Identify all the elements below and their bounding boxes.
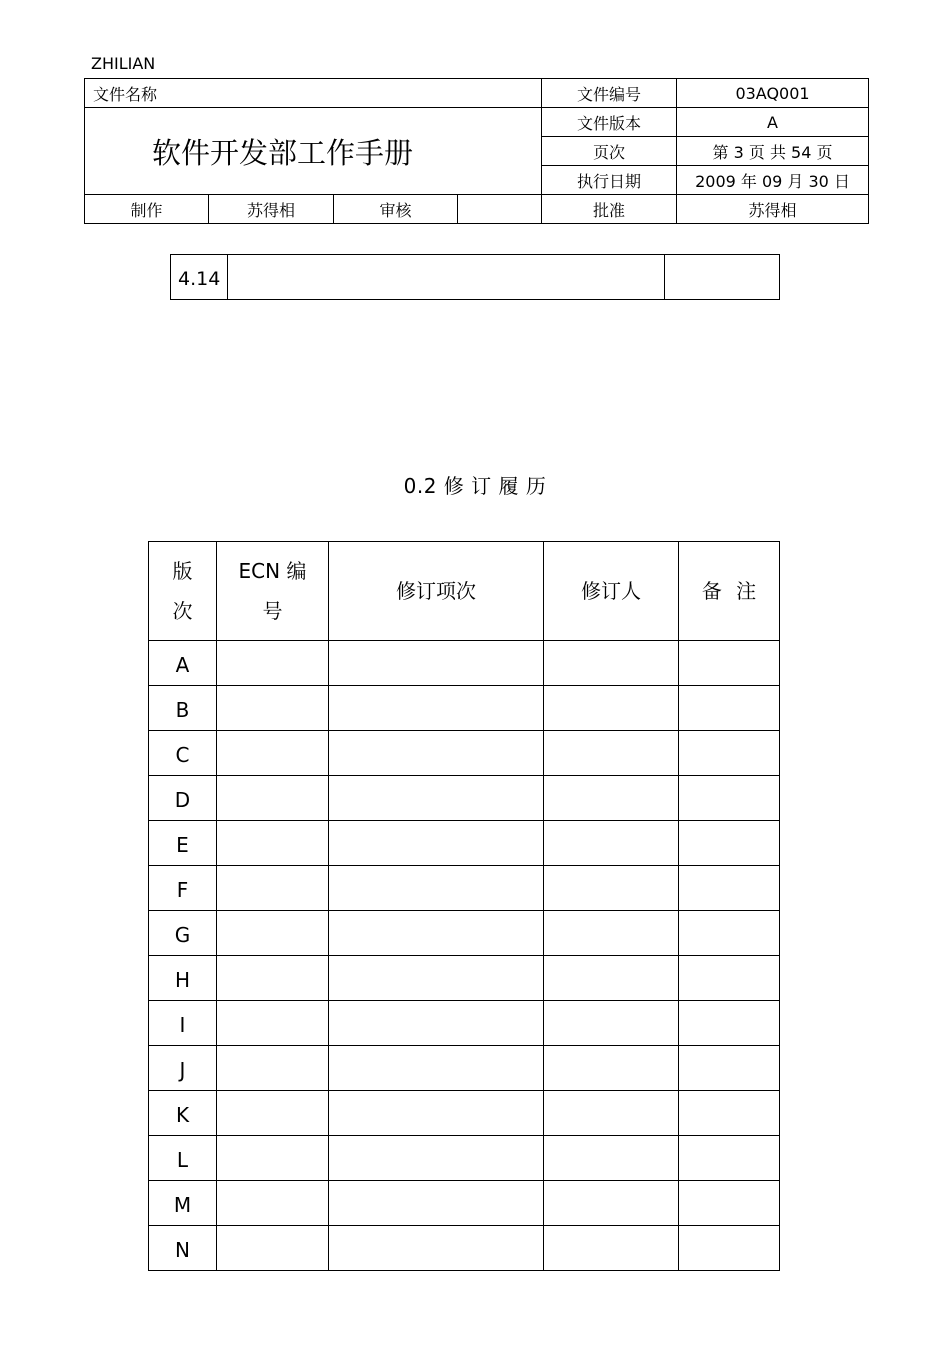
revision-items-cell — [329, 821, 544, 866]
revision-reviser-cell — [544, 866, 679, 911]
revision-version-cell: K — [149, 1091, 217, 1136]
file-name-label: 文件名称 — [85, 79, 542, 108]
version-value: A — [677, 108, 869, 137]
table-row — [149, 821, 780, 866]
revision-items-cell — [329, 1001, 544, 1046]
table-row — [149, 641, 780, 686]
revision-remarks-cell — [679, 956, 780, 1001]
revision-remarks-cell — [679, 1136, 780, 1181]
revision-reviser-cell — [544, 641, 679, 686]
revision-version-cell: N — [149, 1226, 217, 1271]
table-row — [149, 731, 780, 776]
revision-remarks-cell — [679, 866, 780, 911]
page-label: 页次 — [542, 137, 677, 166]
revision-version-cell: M — [149, 1181, 217, 1226]
revision-version-cell: D — [149, 776, 217, 821]
file-no-label: 文件编号 — [542, 79, 677, 108]
revision-reviser-cell — [544, 911, 679, 956]
revision-rows — [149, 641, 780, 1271]
revision-ecn-cell — [217, 1001, 329, 1046]
revision-history-heading: 0.2 修 订 履 历 — [403, 474, 547, 498]
revision-items-cell — [329, 641, 544, 686]
revision-items-cell — [329, 956, 544, 1001]
revision-header-row — [149, 542, 780, 641]
revision-ecn-cell — [217, 1226, 329, 1271]
revision-items-cell — [329, 731, 544, 776]
revision-ecn-cell — [217, 866, 329, 911]
revision-remarks-cell — [679, 1091, 780, 1136]
revision-remarks-cell — [679, 1226, 780, 1271]
revision-ecn-cell — [217, 776, 329, 821]
revision-remarks-cell — [679, 686, 780, 731]
exec-date-label: 执行日期 — [542, 166, 677, 195]
table-row — [149, 1226, 780, 1271]
table-row — [149, 686, 780, 731]
col-ecn-header — [217, 542, 329, 641]
revision-items-cell — [329, 1046, 544, 1091]
table-row — [149, 956, 780, 1001]
revision-remarks-cell — [679, 1046, 780, 1091]
col-remarks-header: 备 注 — [679, 542, 780, 641]
revision-items-cell — [329, 911, 544, 956]
revision-ecn-cell — [217, 1046, 329, 1091]
revision-remarks-cell — [679, 731, 780, 776]
revision-version-cell: B — [149, 686, 217, 731]
revision-version-cell: F — [149, 866, 217, 911]
revision-remarks-cell — [679, 1181, 780, 1226]
revision-remarks-cell — [679, 641, 780, 686]
revision-version-cell: H — [149, 956, 217, 1001]
revision-items-cell — [329, 1136, 544, 1181]
review-label: 审核 — [334, 195, 458, 224]
made-by-label: 制作 — [85, 195, 209, 224]
table-row — [149, 911, 780, 956]
revision-reviser-cell — [544, 1226, 679, 1271]
revision-reviser-cell — [544, 956, 679, 1001]
revision-ecn-cell — [217, 911, 329, 956]
review-value — [458, 195, 542, 224]
revision-ecn-cell — [217, 956, 329, 1001]
made-by-value: 苏得相 — [209, 195, 334, 224]
revision-version-cell: C — [149, 731, 217, 776]
revision-ecn-cell — [217, 1091, 329, 1136]
document-title: 软件开发部工作手册 — [85, 108, 542, 195]
revision-ecn-cell — [217, 1136, 329, 1181]
version-label: 文件版本 — [542, 108, 677, 137]
approve-value: 苏得相 — [677, 195, 869, 224]
table-row — [149, 776, 780, 821]
revision-items-cell — [329, 686, 544, 731]
revision-ecn-cell — [217, 1181, 329, 1226]
revision-items-cell — [329, 1181, 544, 1226]
table-row — [149, 866, 780, 911]
col-version-header — [149, 542, 217, 641]
revision-reviser-cell — [544, 1181, 679, 1226]
revision-remarks-cell — [679, 821, 780, 866]
revision-reviser-cell — [544, 821, 679, 866]
revision-remarks-cell — [679, 1001, 780, 1046]
revision-items-cell — [329, 866, 544, 911]
file-no-value: 03AQ001 — [677, 79, 869, 108]
revision-ecn-cell — [217, 686, 329, 731]
revision-reviser-cell — [544, 1136, 679, 1181]
revision-ecn-cell — [217, 731, 329, 776]
revision-version-cell: I — [149, 1001, 217, 1046]
approve-label: 批准 — [542, 195, 677, 224]
revision-reviser-cell — [544, 1046, 679, 1091]
page-value: 第 3 页 共 54 页 — [677, 137, 869, 166]
revision-version-cell: L — [149, 1136, 217, 1181]
col-reviser-header: 修订人 — [544, 542, 679, 641]
document-header-table — [84, 78, 869, 224]
revision-history-table — [148, 541, 780, 1271]
exec-date-value: 2009 年 09 月 30 日 — [677, 166, 869, 195]
revision-items-cell — [329, 776, 544, 821]
col-version-line1: 版 — [172, 559, 193, 583]
revision-reviser-cell — [544, 1001, 679, 1046]
revision-reviser-cell — [544, 1091, 679, 1136]
revision-remarks-cell — [679, 911, 780, 956]
table-row — [149, 1091, 780, 1136]
revision-version-cell: J — [149, 1046, 217, 1091]
table-row — [149, 1046, 780, 1091]
toc-table — [170, 254, 780, 300]
revision-ecn-cell — [217, 641, 329, 686]
col-ecn-line2: 号 — [262, 599, 283, 623]
toc-item-title — [228, 255, 665, 300]
col-items-header: 修订项次 — [329, 542, 544, 641]
revision-ecn-cell — [217, 821, 329, 866]
table-row — [149, 1136, 780, 1181]
revision-items-cell — [329, 1091, 544, 1136]
revision-version-cell: E — [149, 821, 217, 866]
revision-items-cell — [329, 1226, 544, 1271]
revision-remarks-cell — [679, 776, 780, 821]
revision-reviser-cell — [544, 686, 679, 731]
company-name: ZHILIAN — [91, 54, 156, 73]
table-row — [149, 1181, 780, 1226]
col-version-line2: 次 — [172, 599, 193, 623]
revision-reviser-cell — [544, 776, 679, 821]
col-ecn-line1: ECN 编 — [238, 559, 307, 583]
revision-version-cell: G — [149, 911, 217, 956]
revision-reviser-cell — [544, 731, 679, 776]
toc-item-number: 4.14 — [171, 255, 228, 300]
toc-item-page — [665, 255, 780, 300]
table-row — [149, 1001, 780, 1046]
revision-version-cell: A — [149, 641, 217, 686]
